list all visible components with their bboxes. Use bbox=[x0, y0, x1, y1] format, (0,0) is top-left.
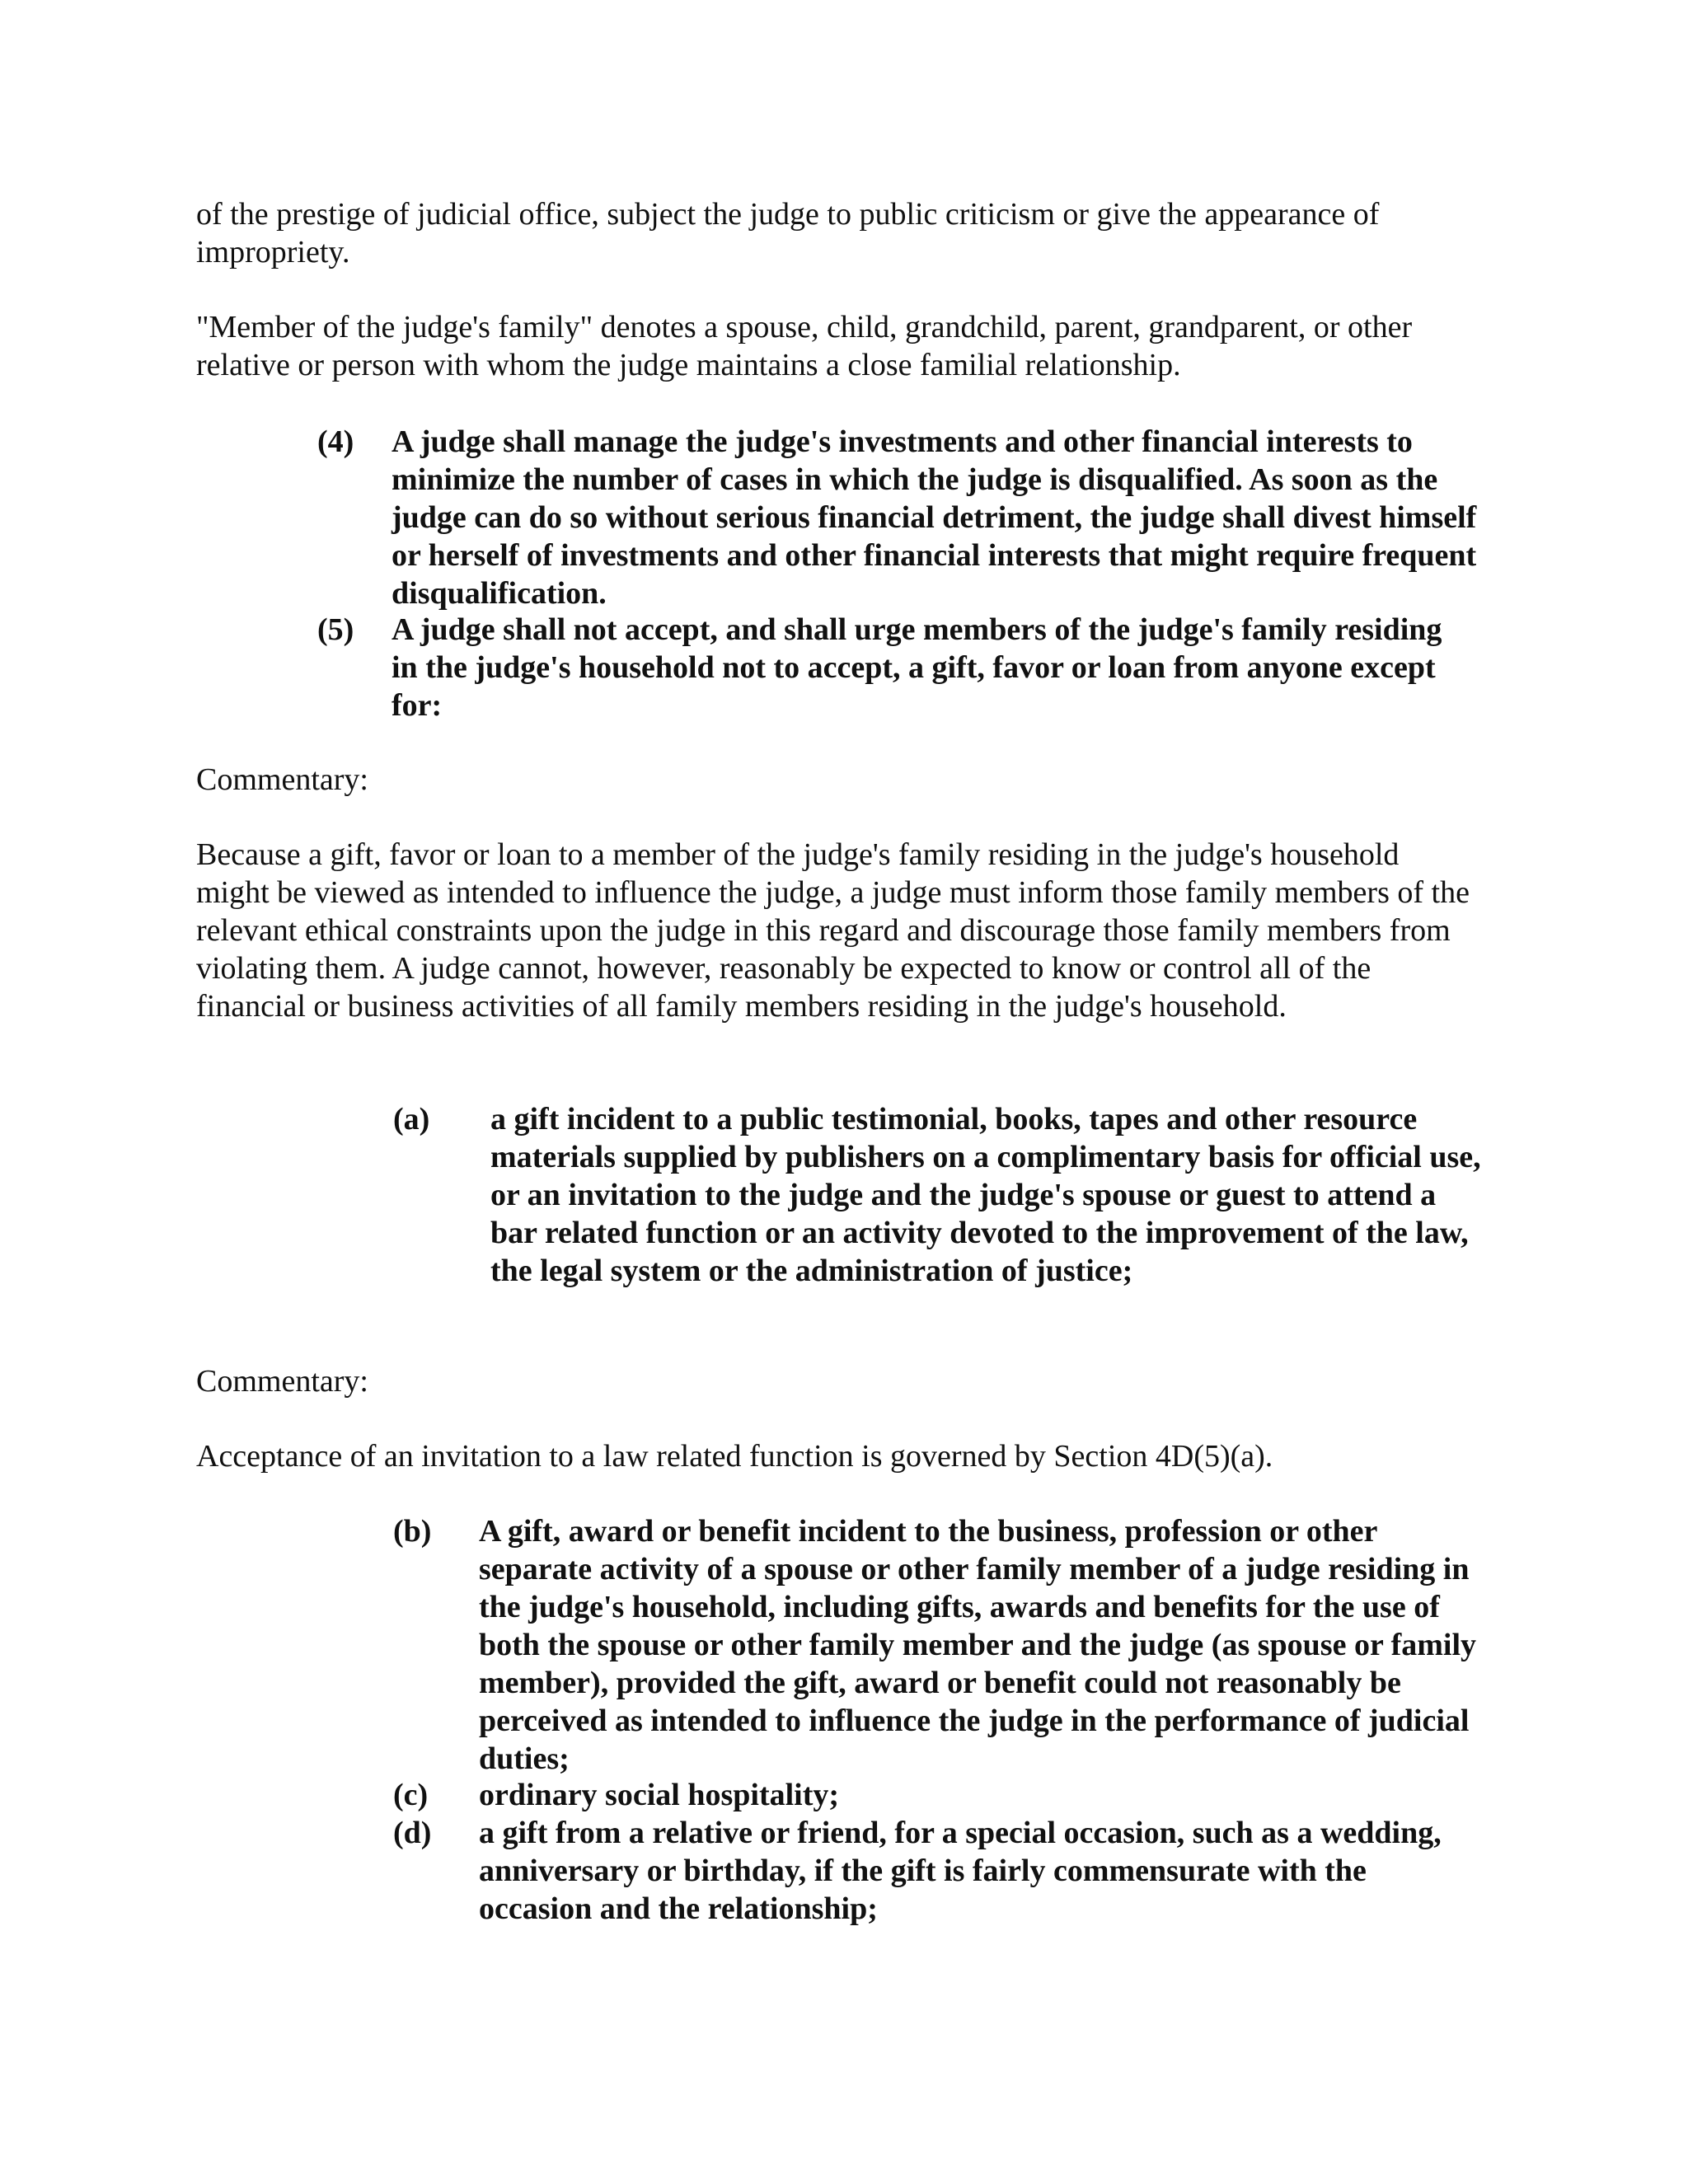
intro-paragraph-1: of the prestige of judicial office, subject the judge to public criticism or give the appearance of impropriety. bbox=[196, 197, 1380, 269]
subitem-b-label: (b) bbox=[393, 1514, 432, 1549]
rule-4-text: A judge shall manage the judge's investments and other financial interests to minimize the number of cases in which the judge is disqualified. As soon as the judge can do so without serious financial detriment, the judge shall divest himself or herself of investments and other financial interests that might require frequent disqualification. bbox=[392, 424, 1477, 611]
commentary-heading-1: Commentary: bbox=[196, 762, 368, 797]
subitem-b-text: A gift, award or benefit incident to the business, profession or other separate activity of a spouse or other family member of a judge residing in the judge's household, including gifts, awards and benefits for the use of both the spouse or other family member and the judge (as spouse or family member), provided the gift, award or benefit could not reasonably be perceived as intended to influence the judge in the performance of judicial duties; bbox=[479, 1514, 1477, 1776]
rule-5-label: (5) bbox=[317, 612, 354, 647]
family-definition-paragraph: "Member of the judge's family" denotes a spouse, child, grandchild, parent, grandparent, or other relative or person with whom the judge maintains a close familial relationship. bbox=[196, 310, 1413, 382]
rule-5-text: A judge shall not accept, and shall urge members of the judge's family residing in the judge's household not to accept, a gift, favor or loan from anyone except for: bbox=[392, 612, 1442, 723]
subitem-d-text: a gift from a relative or friend, for a special occasion, such as a wedding, anniversary or birthday, if the gift is fairly commensurate with the occasion and the relationship; bbox=[479, 1816, 1442, 1926]
commentary-text-2: Acceptance of an invitation to a law related function is governed by Section 4D(5)(a). bbox=[196, 1439, 1273, 1474]
subitem-d-label: (d) bbox=[393, 1816, 432, 1850]
subitem-a-text: a gift incident to a public testimonial, books, tapes and other resource materials supplied by publishers on a complimentary basis for official use, or an invitation to the judge and the judge's spouse or guest to attend a bar related function or an activity devoted to the improvement of the law, the legal system or the administration of justice; bbox=[490, 1102, 1481, 1288]
rule-4-label: (4) bbox=[317, 424, 354, 459]
subitem-a-label: (a) bbox=[393, 1102, 430, 1137]
commentary-heading-2: Commentary: bbox=[196, 1364, 368, 1399]
subitem-c-text: ordinary social hospitality; bbox=[479, 1778, 840, 1812]
commentary-text-1: Because a gift, favor or loan to a member of the judge's family residing in the judge's household might be viewed as intended to influence the judge, a judge must inform those family members of the relevant ethical constraints upon the judge in this regard and discourage those family members from violating them. A judge cannot, however, reasonably be expected to know or control all of the financial or business activities of all family members residing in the judge's household. bbox=[196, 837, 1470, 1024]
subitem-c-label: (c) bbox=[393, 1778, 429, 1812]
